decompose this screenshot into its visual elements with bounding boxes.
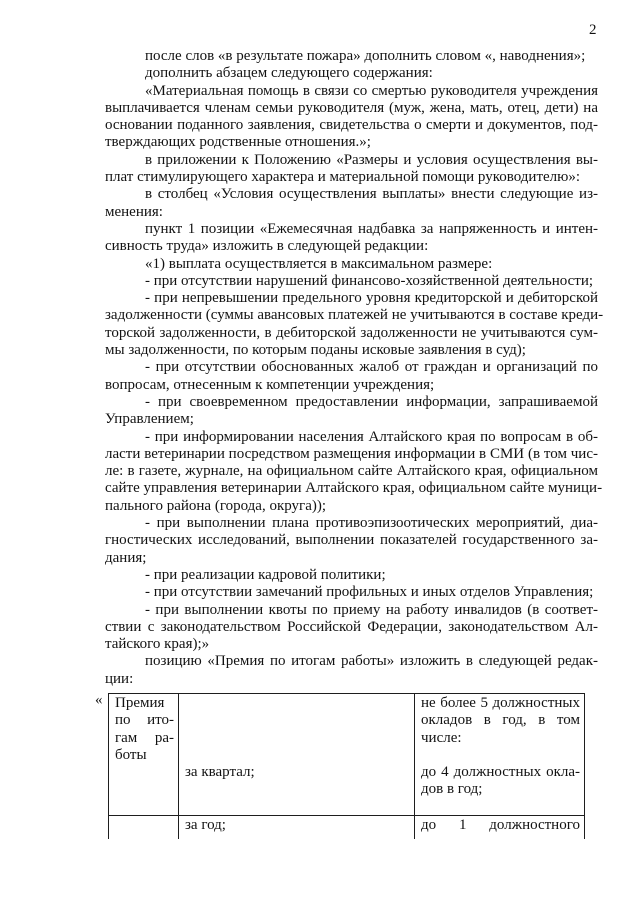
- paragraph: [105, 256, 598, 273]
- text-line: торской задолженности, в дебиторской задолженности не учитываются сум-: [105, 324, 598, 341]
- text-line: после слов «в результате пожара» дополнить словом «, наводнения»;: [145, 48, 586, 64]
- text-line: - при выполнении плана противоэпизоотических мероприятий, диа-: [145, 515, 598, 532]
- paragraph: [105, 290, 604, 359]
- paragraph: [105, 653, 598, 688]
- text-line: - при своевременном предоставлении информации, запрашиваемой: [145, 393, 598, 410]
- paragraph: [105, 221, 598, 256]
- text-line: «Материальная помощь в связи со смертью руководителя учреждения: [145, 82, 598, 99]
- text-line: гностических исследований, выполнении показателей государственного за-: [105, 532, 598, 549]
- text-line: сивность труда» изложить в следующей редакции:: [105, 238, 429, 255]
- cell-line: до 4 должностных окла-: [421, 764, 580, 781]
- cell-period: [179, 694, 415, 816]
- bonus-position-table: [108, 693, 585, 839]
- text-line: ции:: [105, 670, 134, 687]
- text-line: позицию «Премия по итогам работы» изложить в следующей редак-: [145, 653, 598, 670]
- cell-line: за год;: [185, 817, 226, 833]
- page-number: 2: [589, 22, 597, 38]
- text-line: дополнить абзацем следующего содержания:: [145, 65, 433, 82]
- text-line: - при отсутствии нарушений финансово-хозяйственной деятельности;: [145, 272, 594, 289]
- paragraph: [105, 273, 598, 290]
- cell-line: за квартал;: [185, 764, 255, 781]
- text-line: основании поданного заявления, свидетельства о смерти и документов, под-: [105, 117, 598, 134]
- cell-line: дов в год;: [421, 781, 483, 798]
- text-line: плат стимулирующего характера и материальной помощи руководителю»:: [105, 169, 581, 186]
- opening-quote: «: [95, 692, 103, 708]
- cell-line: по ито-: [115, 712, 174, 729]
- table-row: [109, 694, 585, 816]
- text-line: пального района (города, округа));: [105, 497, 327, 514]
- text-line: дания;: [105, 549, 147, 566]
- text-line: менения:: [105, 203, 163, 220]
- paragraph: [105, 602, 598, 654]
- text-line: - при отсутствии замечаний профильных и иных отделов Управления;: [145, 584, 594, 601]
- text-line: - при непревышении предельного уровня кредиторской и дебиторской: [145, 290, 598, 307]
- cell-line: не более 5 должностных: [421, 695, 580, 711]
- cell-line: числе:: [421, 729, 462, 746]
- document-body: [105, 48, 604, 688]
- text-line: тайского края);»: [105, 636, 210, 653]
- text-line: - при реализации кадровой политики;: [145, 566, 386, 583]
- text-line: вопросам, отнесенным к компетенции учреждения;: [105, 376, 435, 393]
- text-line: - при информировании населения Алтайского края по вопросам в об-: [145, 428, 598, 445]
- cell-line: до 1 должностного: [421, 817, 580, 833]
- table-row: [109, 816, 585, 839]
- paragraph: [105, 584, 598, 601]
- paragraph: [105, 394, 598, 429]
- paragraph: [105, 186, 598, 221]
- paragraph: [105, 359, 598, 394]
- paragraph: [105, 48, 598, 65]
- paragraph: [105, 65, 598, 82]
- text-line: Управлением;: [105, 411, 194, 428]
- cell-line: окладов в год, в том: [421, 712, 580, 729]
- cell-line: боты: [115, 746, 147, 763]
- text-line: тверждающих родственные отношения.»;: [105, 134, 371, 151]
- paragraph: [105, 567, 598, 584]
- text-line: ласти ветеринарии посредством размещения информации в СМИ (в том чис-: [105, 445, 598, 462]
- paragraph: [105, 515, 598, 567]
- text-line: пункт 1 позиции «Ежемесячная надбавка за напряженность и интен-: [145, 220, 598, 237]
- text-line: сайте управления ветеринарии Алтайского края, официальном сайте муници-: [105, 480, 603, 497]
- paragraph: [105, 152, 598, 187]
- paragraph: [105, 83, 598, 152]
- text-line: задолженности (суммы авансовых платежей не учитываются в составе креди-: [105, 307, 604, 324]
- cell-amount: [415, 816, 585, 839]
- text-line: в приложении к Положению «Размеры и условия осуществления вы-: [145, 151, 598, 168]
- text-line: выплачивается членам семьи руководителя (муж, жена, мать, отец, дети) на: [105, 99, 598, 116]
- cell-line: гам ра-: [115, 729, 174, 746]
- text-line: мы задолженности, по которым поданы исковые заявления в суд);: [105, 342, 526, 359]
- cell-period: [179, 816, 415, 839]
- text-line: ле: в газете, журнале, на официальном сайте Алтайского края, официальном: [105, 463, 598, 480]
- cell-line: Премия: [115, 695, 165, 711]
- text-line: ствии с законодательством Российской Федерации, законодательством Ал-: [105, 618, 598, 635]
- cell-payment-name: [109, 816, 179, 839]
- text-line: «1) выплата осуществляется в максимальном размере:: [145, 255, 493, 272]
- cell-amount: [415, 694, 585, 816]
- text-line: в столбец «Условия осуществления выплаты» внести следующие из-: [145, 186, 598, 203]
- paragraph: [105, 428, 603, 515]
- text-line: - при отсутствии обоснованных жалоб от граждан и организаций по: [145, 359, 598, 376]
- cell-payment-name: [109, 694, 179, 816]
- text-line: - при выполнении квоты по приему на работу инвалидов (в соответ-: [145, 601, 598, 618]
